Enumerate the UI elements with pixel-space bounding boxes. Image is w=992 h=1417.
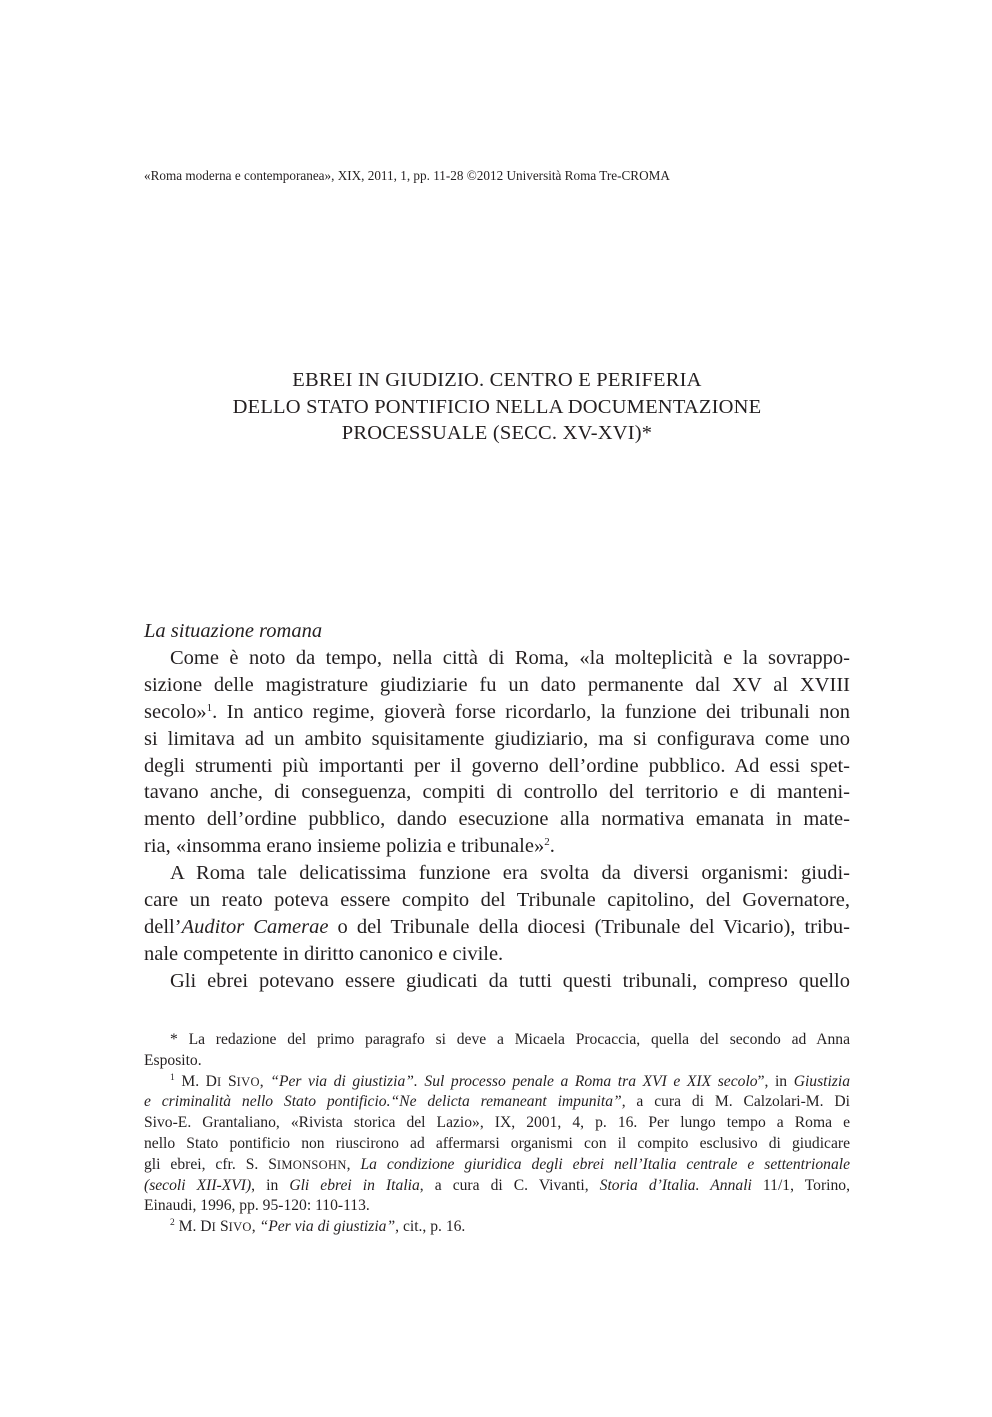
body-line: mento dell’ordine pubblico, dando esecuzione alla normativa emanata in mate-	[144, 808, 850, 831]
title-line-3: PROCESSUALE (SECC. XV-XVI)*	[341, 422, 653, 444]
body-line: nale competente in diritto canonico e civile.	[144, 942, 504, 965]
body-line: dell’Auditor Camerae o del Tribunale della diocesi (Tribunale del Vicario), tribu-	[144, 915, 850, 938]
footnote-ref[interactable]: 2	[544, 836, 550, 849]
body-line: Come è noto da tempo, nella città di Roma, «la molteplicità e la sovrappo-	[170, 647, 850, 669]
section-heading: La situazione romana	[144, 620, 323, 642]
footnote-1: $^1$ M. DI SIVO, “Per via di giustizia”. Sul processo penale a Roma tra XVI e XIX secolo”, in Giustizia	[170, 1072, 851, 1090]
footnotes	[144, 1030, 850, 1238]
footnote-1-line: (secoli XII-XVI), in Gli ebrei in Italia, a cura di C. Vivanti, Storia d’Italia. Annali 11/1, Torino,	[144, 1176, 850, 1194]
footnote-1-line: e criminalità nello Stato pontificio.“Ne delicta remaneant impunita”, a cura di M. Calzolari-M. Di	[144, 1093, 850, 1111]
article-title	[144, 367, 850, 447]
body-line: Gli ebrei potevano essere giudicati da tutti questi tribunali, compreso quello	[170, 969, 850, 992]
title-line-1: EBREI IN GIUDIZIO. CENTRO E PERIFERIA	[292, 369, 702, 391]
running-header: «Roma moderna e contemporanea», XIX, 2011, 1, pp. 11-28 ©2012 Università Roma Tre-CROMA	[144, 168, 670, 183]
body-line: degli strumenti più importanti per il governo dell’ordine pubblico. Ad essi spet-	[144, 754, 850, 777]
footnote-ref[interactable]: 1	[206, 701, 213, 714]
footnote-1-line: Sivo-E. Grantaliano, «Rivista storica del Lazio», IX, 2001, 4, p. 16. Per lungo tempo a Roma e	[144, 1114, 850, 1132]
footnote-2: $^2$ M. DI SIVO, “Per via di giustizia”, cit., p. 16.	[170, 1218, 466, 1236]
title-line-2: DELLO STATO PONTIFICIO NELLA DOCUMENTAZIONE	[232, 395, 762, 418]
body-line: A Roma tale delicatissima funzione era svolta da diversi organismi: giudi-	[170, 862, 850, 885]
footnote-1-line: gli ebrei, cfr. S. SIMONSOHN, La condizione giuridica degli ebrei nell’Italia centrale e settentrionale	[144, 1155, 851, 1173]
body-line: ria, «insomma erano insieme polizia e tribunale»$^2$.	[144, 835, 555, 858]
body-line: si limitava ad un ambito squisitamente giudiziario, ma si configurava come uno	[144, 727, 850, 750]
footnote-star-cont: Esposito.	[144, 1051, 202, 1069]
footnote-1-line: nello Stato pontificio non riuscirono ad affermarsi organismi con il compito esclusivo di giudicare	[144, 1134, 850, 1152]
body-line: sizione delle magistrature giudiziarie fu un dato permanente dal XV al XVIII	[144, 673, 850, 696]
body-paragraphs	[144, 645, 850, 995]
body-line: tavano anche, di conseguenza, compiti di controllo del territorio e di manteni-	[144, 781, 850, 804]
body-line: care un reato poteva essere compito del Tribunale capitolino, del Governatore,	[144, 889, 850, 912]
body-line: secolo»$^1$. In antico regime, gioverà forse ricordarlo, la funzione dei tribunali non	[144, 700, 850, 723]
footnote-star: * La redazione del primo paragrafo si deve a Micaela Procaccia, quella del secondo ad Anna	[170, 1031, 850, 1048]
footnote-1-line: Einaudi, 1996, pp. 95-120: 110-113.	[144, 1197, 370, 1215]
